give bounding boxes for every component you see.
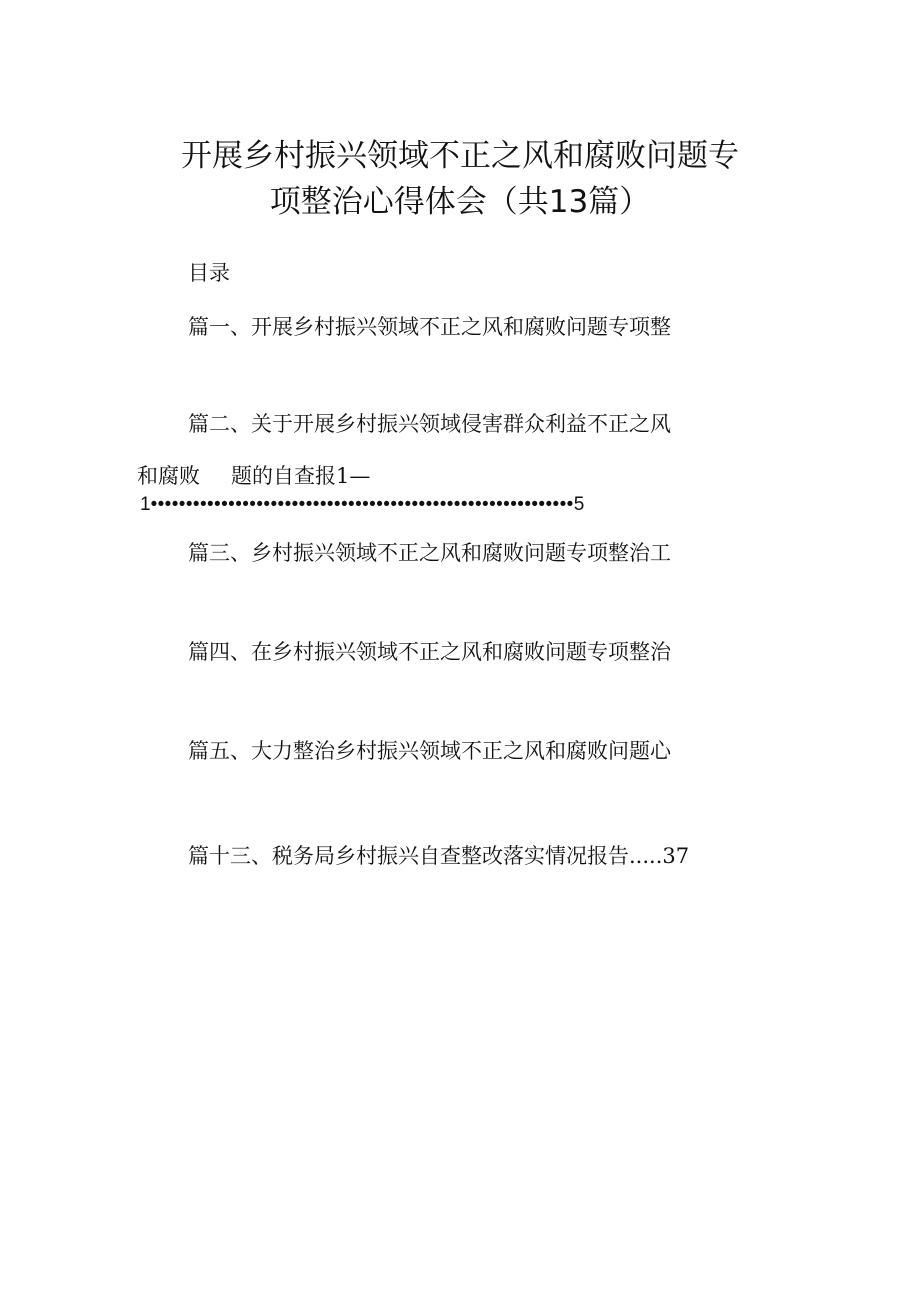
toc-entry-3[interactable]: 篇三、乡村振兴领域不正之风和腐败问题专项整治工	[188, 541, 671, 565]
toc-entry-2-line2-part2[interactable]: 题的自查报1—	[231, 464, 371, 488]
toc-entry-1[interactable]: 篇一、开展乡村振兴领域不正之风和腐败问题专项整	[188, 315, 671, 339]
toc-entry-13[interactable]: 篇十三、税务局乡村振兴自查整改落实情况报告.....37	[188, 844, 690, 868]
document-title-line1: 开展乡村振兴领域不正之风和腐败问题专	[181, 138, 739, 174]
toc-entry-2-page-number: 5	[573, 494, 585, 515]
toc-entry-2-leader[interactable]	[140, 493, 584, 517]
toc-entry-2-leader-start: 1	[140, 494, 151, 515]
toc-heading: 目录	[188, 261, 230, 285]
toc-entry-4[interactable]: 篇四、在乡村振兴领域不正之风和腐败问题专项整治	[188, 640, 671, 664]
toc-entry-2-leader-dots: ••••••••••••••••••••••••••••••••••••••••••••••••••••••••••••	[150, 494, 574, 515]
document-title-line2: 项整治心得体会（共13篇）	[269, 184, 651, 220]
toc-entry-2-line1[interactable]: 篇二、关于开展乡村振兴领域侵害群众利益不正之风	[188, 412, 671, 436]
toc-entry-2-line2-part1[interactable]: 和腐败	[137, 464, 200, 488]
toc-entry-5[interactable]: 篇五、大力整治乡村振兴领域不正之风和腐败问题心	[188, 739, 671, 763]
